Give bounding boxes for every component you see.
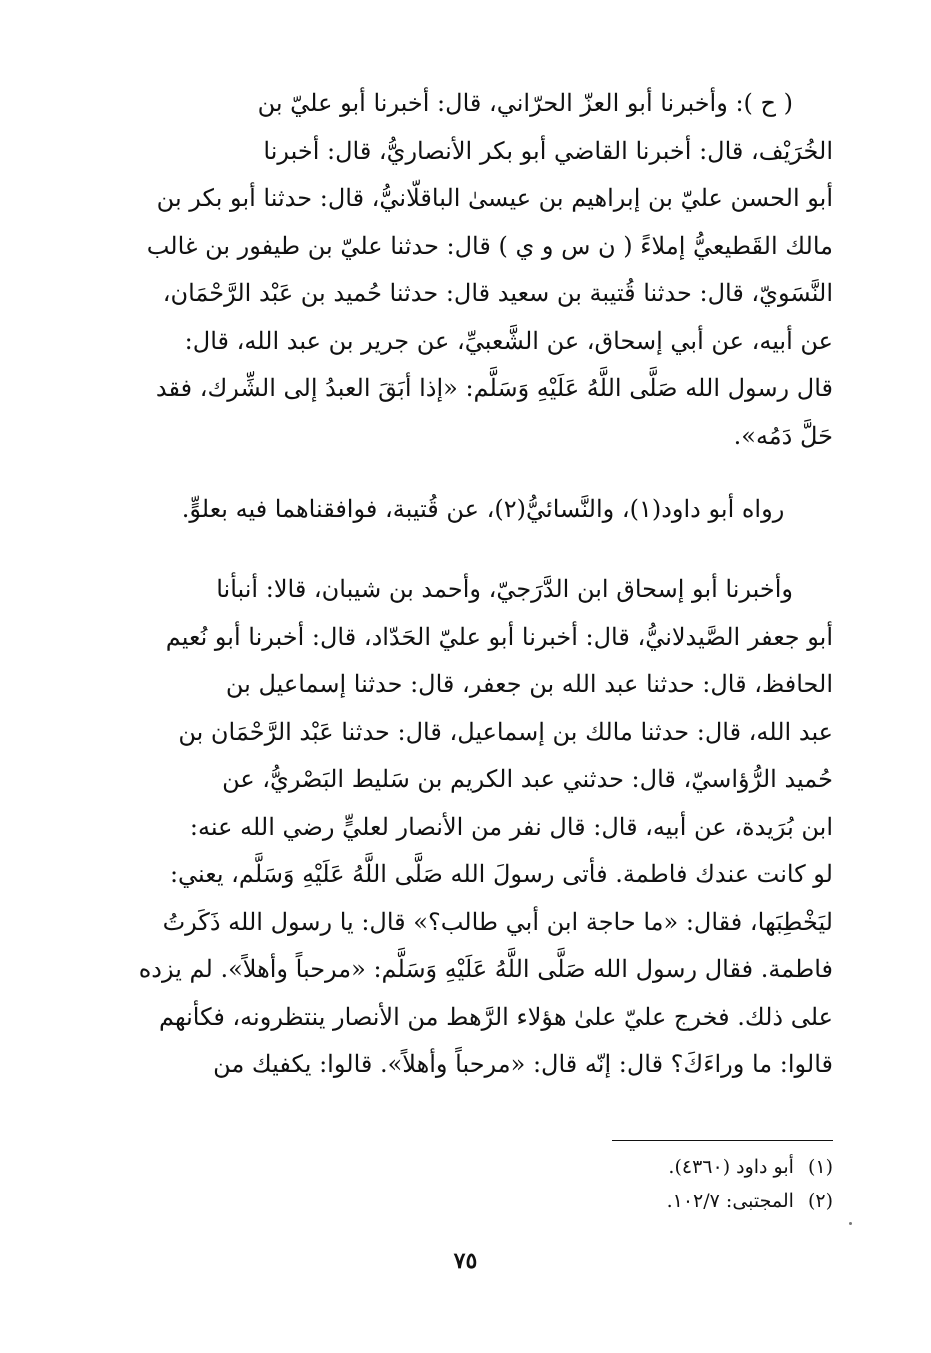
text-line: وأخبرنا أبو إسحاق ابن الدَّرَجيّ، وأحمد بن شيبان، قالا: أنبأنا	[216, 575, 793, 603]
text-line: ليَخْطِبَها، فقال: «ما حاجة ابن أبي طالب؟» قال: يا رسول الله ذَكَرتُ	[162, 907, 833, 936]
text-line: ابن بُرَيدة، عن أبيه، قال: قال نفر من الأنصار لعليٍّ رضي الله عنه:	[189, 812, 833, 841]
footnote-divider	[612, 1140, 833, 1141]
text-line: الخُرَيْف، قال: أخبرنا القاضي أبو بكر الأنصاريُّ، قال: أخبرنا	[263, 136, 833, 165]
paragraph-hadith-1	[133, 80, 833, 460]
text-line: عن أبيه، عن أبي إسحاق، عن الشَّعبيِّ، عن جرير بن عبد الله، قال:	[184, 326, 833, 355]
text-line: حَلَّ دَمُه».	[733, 421, 833, 450]
footnote-item	[133, 1184, 833, 1218]
text-line: الحافظ، قال: حدثنا عبد الله بن جعفر، قال: حدثنا إسماعيل بن	[225, 670, 833, 698]
footnote-number: (١)	[807, 1156, 833, 1178]
text-line: أبو الحسن عليّ بن إبراهيم بن عيسىٰ الباقلّانيُّ، قال: حدثنا أبو بكر بن	[156, 184, 833, 212]
text-line: فاطمة. فقال رسول الله صَلَّى اللَّهُ عَلَيْهِ وَسَلَّم: «مرحباً وأهلاً». لم يزده	[138, 955, 833, 983]
footnote-item	[133, 1150, 833, 1184]
text-line: النَّسَويّ، قال: حدثنا قُتيبة بن سعيد قال: حدثنا حُميد بن عَبْد الرَّحْمَان،	[162, 279, 833, 307]
page-number: ٧٥	[453, 1248, 478, 1274]
footnote-text: أبو داود (٤٣٦٠).	[668, 1156, 794, 1178]
footnote-text: المجتبى: ١٠٢/٧.	[666, 1190, 794, 1212]
text-line: قال رسول الله صَلَّى اللَّهُ عَلَيْهِ وَسَلَّم: «إذا أبَقَ العبدُ إلى الشِّرك، فقد	[155, 374, 833, 402]
narration-note: رواه أبو داود(١)، والنَّسائيُّ(٢)، عن قُتيبة، فوافقناهما فيه بعلوٍّ.	[181, 495, 785, 523]
text-line: لو كانت عندك فاطمة. فأتى رسولَ الله صَلَّى اللَّهُ عَلَيْهِ وَسَلَّم، يعني:	[169, 860, 833, 888]
text-line: حُميد الرُّؤاسيّ، قال: حدثني عبد الكريم بن سَليط البَصْريُّ، عن	[222, 765, 833, 793]
text-line: على ذلك. فخرج عليّ علىٰ هؤلاء الرَّهط من الأنصار ينتظرونه، فكأنهم	[159, 1002, 833, 1031]
text-line: أبو جعفر الصَّيدلانيُّ، قال: أخبرنا أبو عليّ الحَدّاد، قال: أخبرنا أبو نُعيم	[165, 622, 833, 651]
paragraph-hadith-2	[133, 566, 833, 1089]
footnotes	[133, 1150, 833, 1218]
text-line: عبد الله، قال: حدثنا مالك بن إسماعيل، قال: حدثنا عَبْد الرَّحْمَان بن	[178, 717, 833, 746]
text-line: مالك القَطيعيُّ إملاءً ( ن س و ي ) قال: حدثنا عليّ بن طيفور بن غالب	[146, 231, 833, 260]
footnote-number: (٢)	[807, 1190, 833, 1212]
text-line: قالوا: ما وراءَكَ؟ قال: إنّه قال: «مرحباً وأهلاً». قالوا: يكفيك من	[213, 1050, 833, 1078]
text-line: ( ح ): وأخبرنا أبو العزّ الحرّاني، قال: أخبرنا أبو عليّ بن	[257, 89, 793, 117]
print-speck	[849, 1222, 852, 1225]
